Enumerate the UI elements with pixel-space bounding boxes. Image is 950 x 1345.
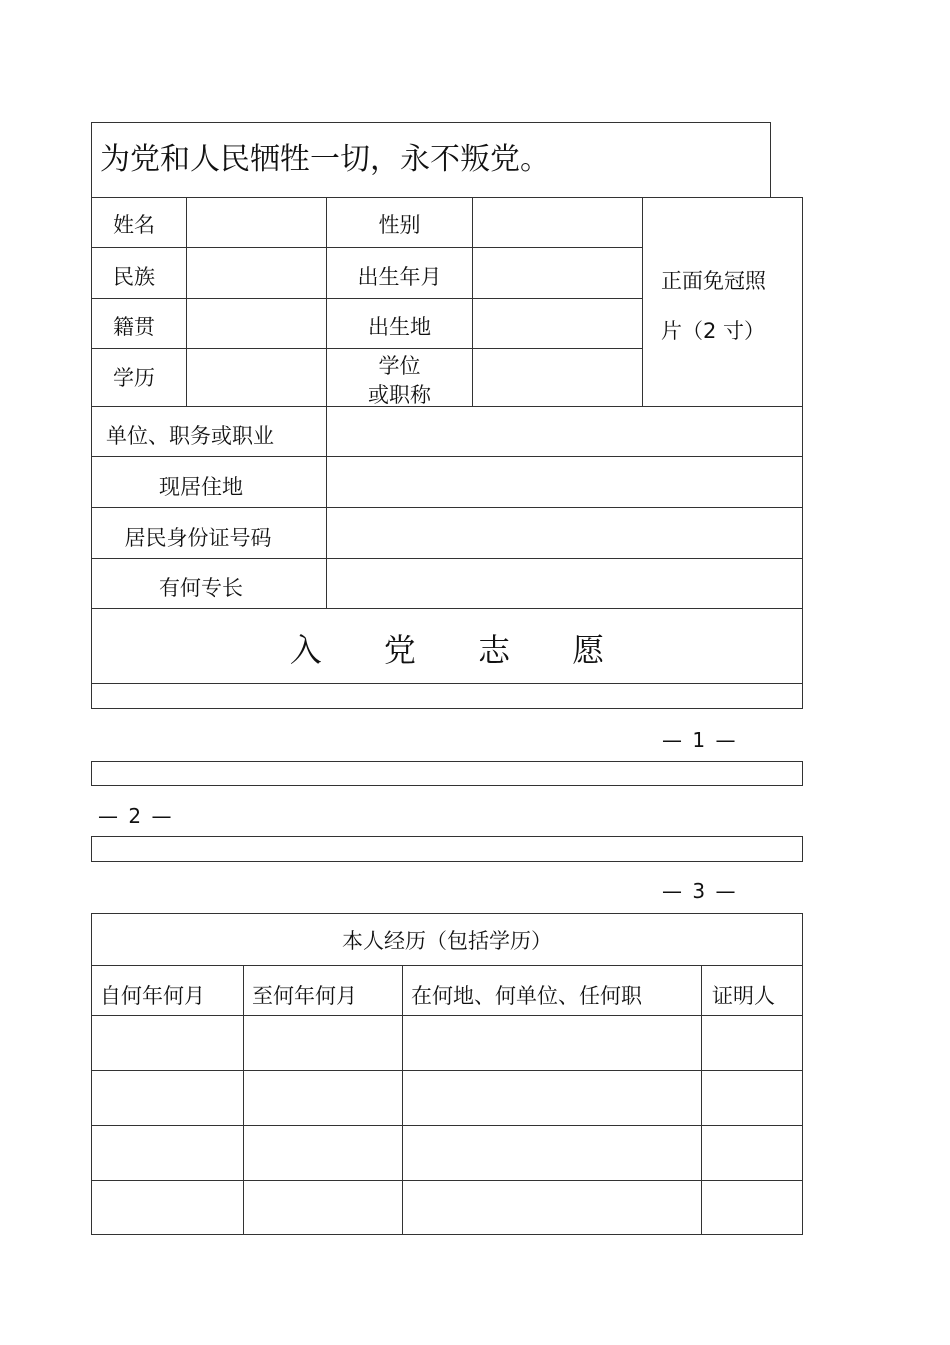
- table-row[interactable]: [92, 1126, 802, 1180]
- page-number-1: — 1 —: [662, 728, 738, 752]
- birth-date-label: 出生年月: [357, 265, 442, 289]
- education-label: 学历: [113, 366, 155, 390]
- specialty-label: 有何专长: [159, 576, 243, 600]
- gender-label: 性别: [378, 213, 421, 237]
- header-witness: 证明人: [712, 984, 775, 1008]
- photo-label-line2: 片（2 寸）: [661, 319, 766, 343]
- ethnicity-label: 民族: [113, 265, 155, 289]
- table-row[interactable]: [92, 1181, 802, 1234]
- header-from-date: 自何年何月: [100, 984, 205, 1008]
- gender-field[interactable]: [473, 198, 642, 247]
- degree-label-line2: 或职称: [368, 383, 431, 407]
- photo-label-line1: 正面免冠照: [661, 269, 766, 293]
- birthplace-field[interactable]: [473, 299, 642, 348]
- page-number-3: — 3 —: [662, 879, 738, 903]
- address-field[interactable]: [327, 457, 802, 507]
- continuation-box-2[interactable]: [91, 836, 803, 862]
- native-place-label: 籍贯: [113, 315, 155, 339]
- name-label: 姓名: [113, 213, 155, 237]
- header-place-unit-position: 在何地、何单位、任何职: [411, 984, 642, 1008]
- name-field[interactable]: [187, 198, 326, 247]
- table-row[interactable]: [92, 1071, 802, 1125]
- table-row[interactable]: [92, 1016, 802, 1070]
- specialty-field[interactable]: [327, 559, 802, 608]
- birthplace-label: 出生地: [368, 315, 431, 339]
- header-to-date: 至何年何月: [252, 984, 357, 1008]
- id-number-field[interactable]: [327, 508, 802, 558]
- degree-field[interactable]: [473, 349, 642, 406]
- unit-field[interactable]: [327, 407, 802, 456]
- education-field[interactable]: [187, 349, 326, 406]
- aspiration-title: 入 党 志 愿: [289, 631, 631, 669]
- address-label: 现居住地: [159, 475, 243, 499]
- aspiration-field[interactable]: [92, 684, 802, 708]
- continuation-box-1[interactable]: [91, 761, 803, 786]
- id-number-label: 居民身份证号码: [124, 526, 272, 550]
- page-number-2: — 2 —: [98, 804, 174, 828]
- experience-title: 本人经历（包括学历）: [342, 929, 552, 953]
- native-place-field[interactable]: [187, 299, 326, 348]
- oath-text: 为党和人民牺牲一切，永不叛党。: [100, 142, 550, 177]
- birth-date-field[interactable]: [473, 248, 642, 298]
- degree-label-line1: 学位: [378, 354, 421, 378]
- ethnicity-field[interactable]: [187, 248, 326, 298]
- photo-area[interactable]: [643, 198, 802, 406]
- unit-label: 单位、职务或职业: [106, 424, 274, 448]
